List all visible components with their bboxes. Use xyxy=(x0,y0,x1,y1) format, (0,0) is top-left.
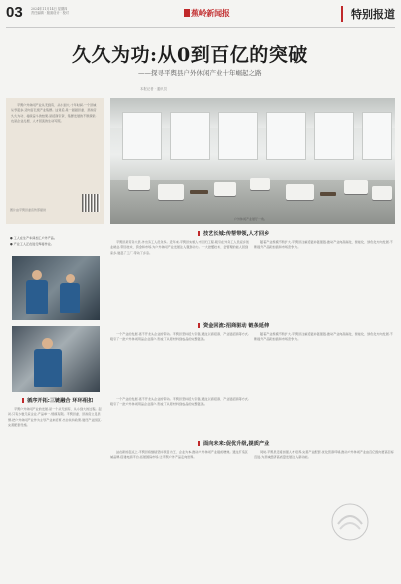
meta-editors: 责任编辑 · 版面设计 · 校对 xyxy=(31,11,69,16)
col-right-1: 随着产业规模不断扩大,平舆县注重延链补链强链,推动产业向高端化、智能化、绿色化方向发展,不断提升产品附加值和市场竞争力。 xyxy=(254,240,393,250)
section-title-1-text: 技艺长城:传帮带领,人才回乡 xyxy=(203,231,270,237)
subhead: ——探寻平舆县户外休闲产业十年崛起之路 xyxy=(138,69,262,77)
page-number: 03 xyxy=(6,4,23,21)
col-right-2: 随着产业规模不断扩大,平舆县注重延链补链强链,推动产业向高端化、智能化、绿色化方向发展,不断提升产品附加值和市场竞争力。 xyxy=(254,332,393,342)
left-caption-1: ● 工人在生产车间加工户外产品。 xyxy=(10,236,57,240)
section-title-2 xyxy=(198,322,269,329)
qr-code-icon xyxy=(82,194,100,212)
left-captions xyxy=(10,236,102,247)
main-photo xyxy=(110,98,395,224)
newspaper-logo xyxy=(184,8,230,19)
section-title-1 xyxy=(198,230,269,237)
logo-text: 蕉岭新闻报 xyxy=(191,9,230,18)
masthead-meta xyxy=(31,7,101,16)
left-caption-2: ● 产业工人正在进行焊接作业。 xyxy=(10,241,54,246)
masthead-divider xyxy=(6,27,395,28)
col-mid-2: 一个产业的发展,离不开龙头企业的带动。平舆县坚持招大引强,通过以商招商、产业链招商等方式,吸引了一批户外休闲用品企业落户,形成了从原材料到成品的完整链条。 xyxy=(110,332,249,342)
section-title-2-text: 资金回流:招商驱动 链条延伸 xyxy=(203,323,270,329)
worker-photo-2 xyxy=(12,326,100,392)
emblem-icon xyxy=(330,502,370,542)
masthead xyxy=(6,4,395,26)
section-title-4 xyxy=(198,440,269,447)
section-title-4-text: 面向未来:促优升级,提质产业 xyxy=(203,441,270,447)
section-title-3-text: 循序开拓:三链融合 环环相扣 xyxy=(27,398,94,404)
meta-date: 2024年11月14日 星期四 xyxy=(31,7,68,11)
col-mid-1: 平舆县是劳务大县,外出务工人员众多。近年来,平舆县实施人才回归工程,吸引在外务工人员返乡创业就业,带回技术、资金和市场,为户外休闲产业发展注入强劲动力。一大批懂技术、会管理的能人回到家乡,建起了工厂,带动了乡亲。 xyxy=(110,240,249,255)
byline: 本报记者 · 通讯员 xyxy=(140,87,167,91)
section-tag: 特别报道 xyxy=(341,6,395,22)
logo-mark-icon xyxy=(184,9,190,17)
lead-text: 平舆户外休闲产业从无到有、从小到大,十年时间,一个县域从零起步,迈向百亿级产业集群。这背后,是一届届县委、县政府久久为功、接续奋斗的结果,是招商引资、集群发展的不断探索,也是企业扎根、人才回流的生动写照。 xyxy=(11,103,97,124)
lead-credit: 图片由平舆县委宣传部提供 xyxy=(10,208,47,212)
worker-photo-1 xyxy=(12,256,100,320)
main-photo-caption: 户外休闲产业展厅一角。 xyxy=(234,217,268,221)
section-title-3 xyxy=(22,397,93,404)
col-mid-3: 一个产业的发展,离不开龙头企业的带动。平舆县坚持招大引强,通过以商招商、产业链招商等方式,吸引了一批户外休闲用品企业落户,形成了从原材料到成品的完整链条。 xyxy=(110,397,249,407)
headline: 久久为功:从0到百亿的突破 xyxy=(72,44,308,66)
col-left: 平舆户外休闲产业的发展,是一个从无到有、从小到大的过程。起初,只有少数几家企业,产品单一,规模有限。平舆县委、县政府立足县情,把户外休闲产业作为主导产业来培育,出台扶持政策,建设产业园区,完善配套设施。 xyxy=(8,407,102,427)
col-bottom-1: 站在新的起点上,平舆县将继续坚持项目为王、企业为本,推动户外休闲产业提质增效。通过打造区域品牌,搭建电商平台,拓展国际市场,让平舆户外产品走向世界。 xyxy=(110,450,248,460)
col-bottom-2: 同时,平舆县还将加强人才培养,完善产业配套,优化营商环境,推动户外休闲产业由百亿级向更高目标迈进,为县域经济高质量发展注入新动能。 xyxy=(254,450,394,460)
